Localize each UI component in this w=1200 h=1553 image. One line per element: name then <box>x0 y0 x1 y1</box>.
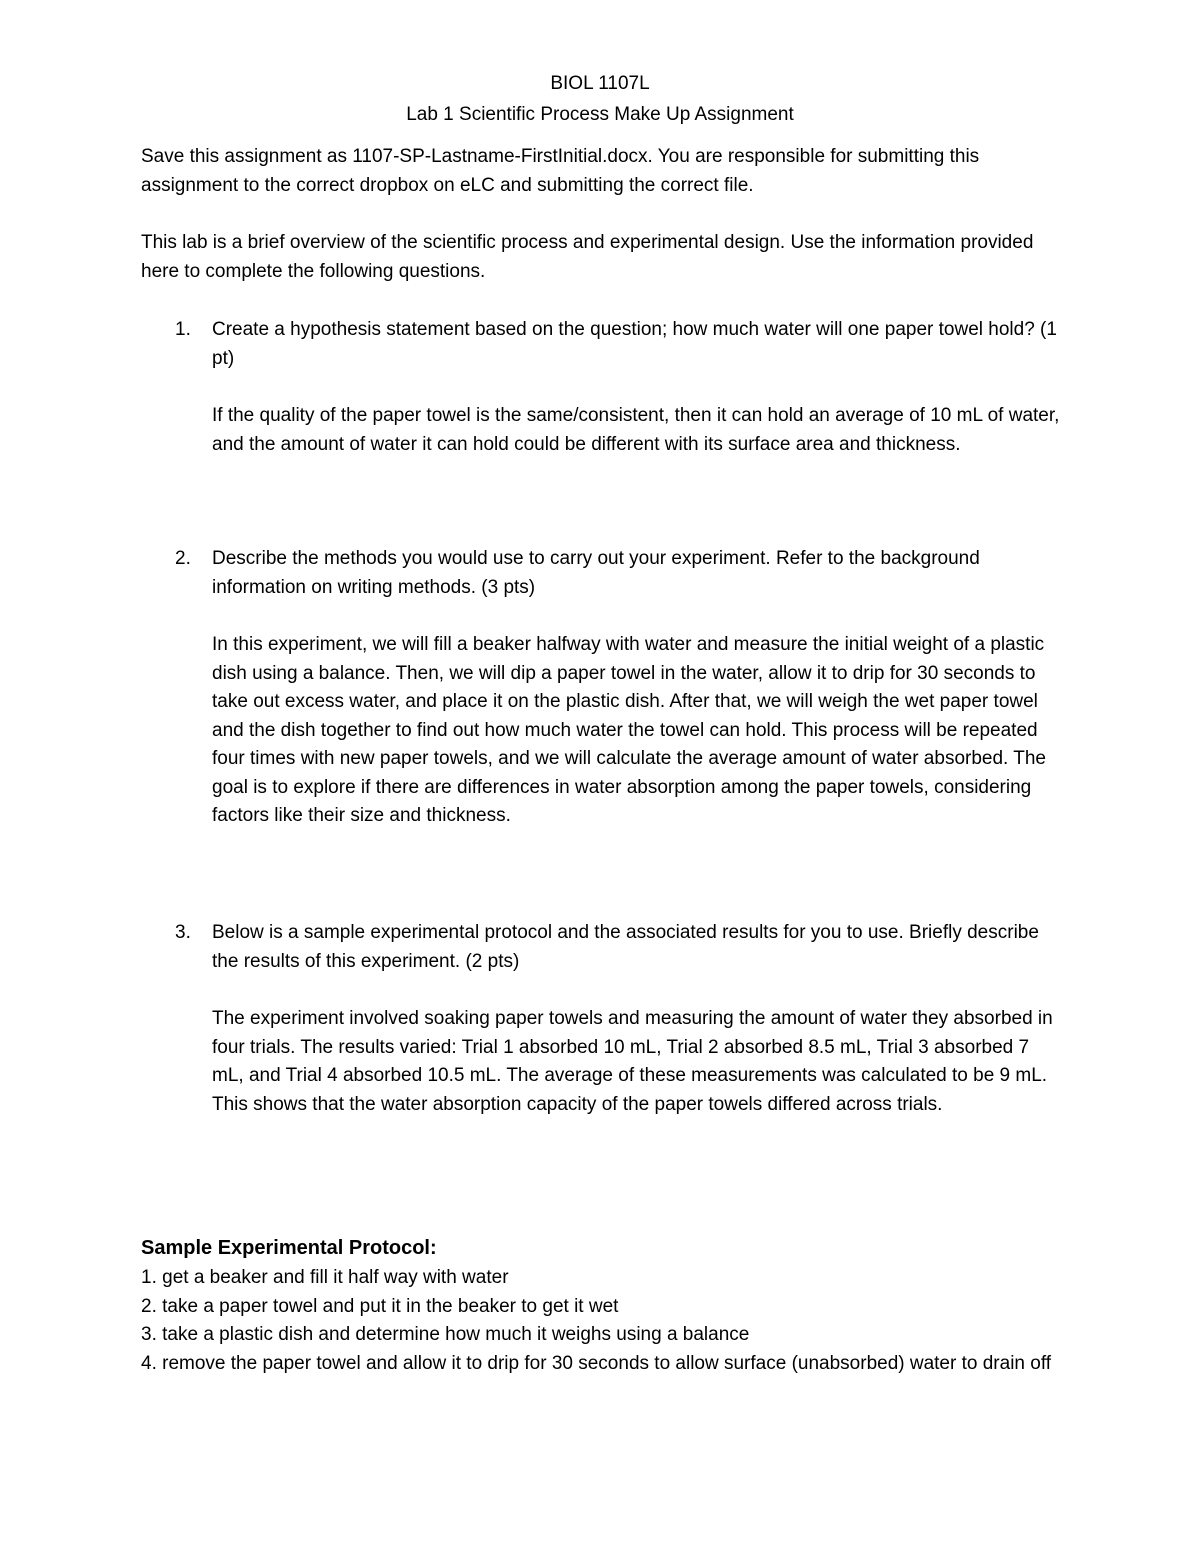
question-answer: The experiment involved soaking paper towels and measuring the amount of water they absorbed in four trials. The results varied: Trial 1 absorbed 10 mL, Trial 2 absorbed 8.5 mL, Trial 3 absorbed 7 mL, and Trial 4 absorbed 10.5 mL. The average of these measurements was calculated to be 9 mL. This shows that the water absorption capacity of the paper towels differed across trials. <box>212 1008 1053 1115</box>
question-prompt: Describe the methods you would use to carry out your experiment. Refer to the background information on writing methods. (3 pts) <box>212 548 980 598</box>
question-prompt: Below is a sample experimental protocol and the associated results for you to use. Briefly describe the results of this experiment. (2 pts) <box>212 922 1039 972</box>
question-prompt: Create a hypothesis statement based on the question; how much water will one paper towel hold? (1 pt) <box>212 319 1057 369</box>
protocol-steps <box>141 1264 1061 1378</box>
protocol-step: 3. take a plastic dish and determine how much it weighs using a balance <box>141 1324 750 1345</box>
protocol-step: 1. get a beaker and fill it half way with water <box>141 1267 509 1288</box>
protocol-step: 4. remove the paper towel and allow it to drip for 30 seconds to allow surface (unabsorbed) water to drain off <box>141 1352 1052 1374</box>
question-number: 2. <box>175 548 191 569</box>
protocol-step: 2. take a paper towel and put it in the beaker to get it wet <box>141 1295 619 1317</box>
lab-overview: This lab is a brief overview of the scientific process and experimental design. Use the information provided here to complete the following questions. <box>141 232 1034 282</box>
assignment-title: Lab 1 Scientific Process Make Up Assignment <box>406 104 794 125</box>
protocol-heading: Sample Experimental Protocol: <box>141 1237 437 1259</box>
question-answer: If the quality of the paper towel is the same/consistent, then it can hold an average of 10 mL of water, and the amount of water it can hold could be different with its surface area and thickness. <box>212 405 1060 455</box>
question-answer: In this experiment, we will fill a beaker halfway with water and measure the initial weight of a plastic dish using a balance. Then, we will dip a paper towel in the water, allow it to drip for 30 seconds to take out excess water, and place it on the plastic dish. After that, we will weigh the wet paper towel and the dish together to find out how much water the towel can hold. This process will be repeated four times with new paper towels, and we will calculate the average amount of water absorbed. The goal is to explore if there are differences in water absorption among the paper towels, considering factors like their size and thickness. <box>212 634 1046 826</box>
question-number: 3. <box>175 922 191 943</box>
question-number: 1. <box>175 319 191 340</box>
course-code: BIOL 1107L <box>550 73 650 94</box>
save-instructions: Save this assignment as 1107-SP-Lastname-FirstInitial.docx. You are responsible for submitting this assignment to the correct dropbox on eLC and submitting the correct file. <box>141 146 980 196</box>
